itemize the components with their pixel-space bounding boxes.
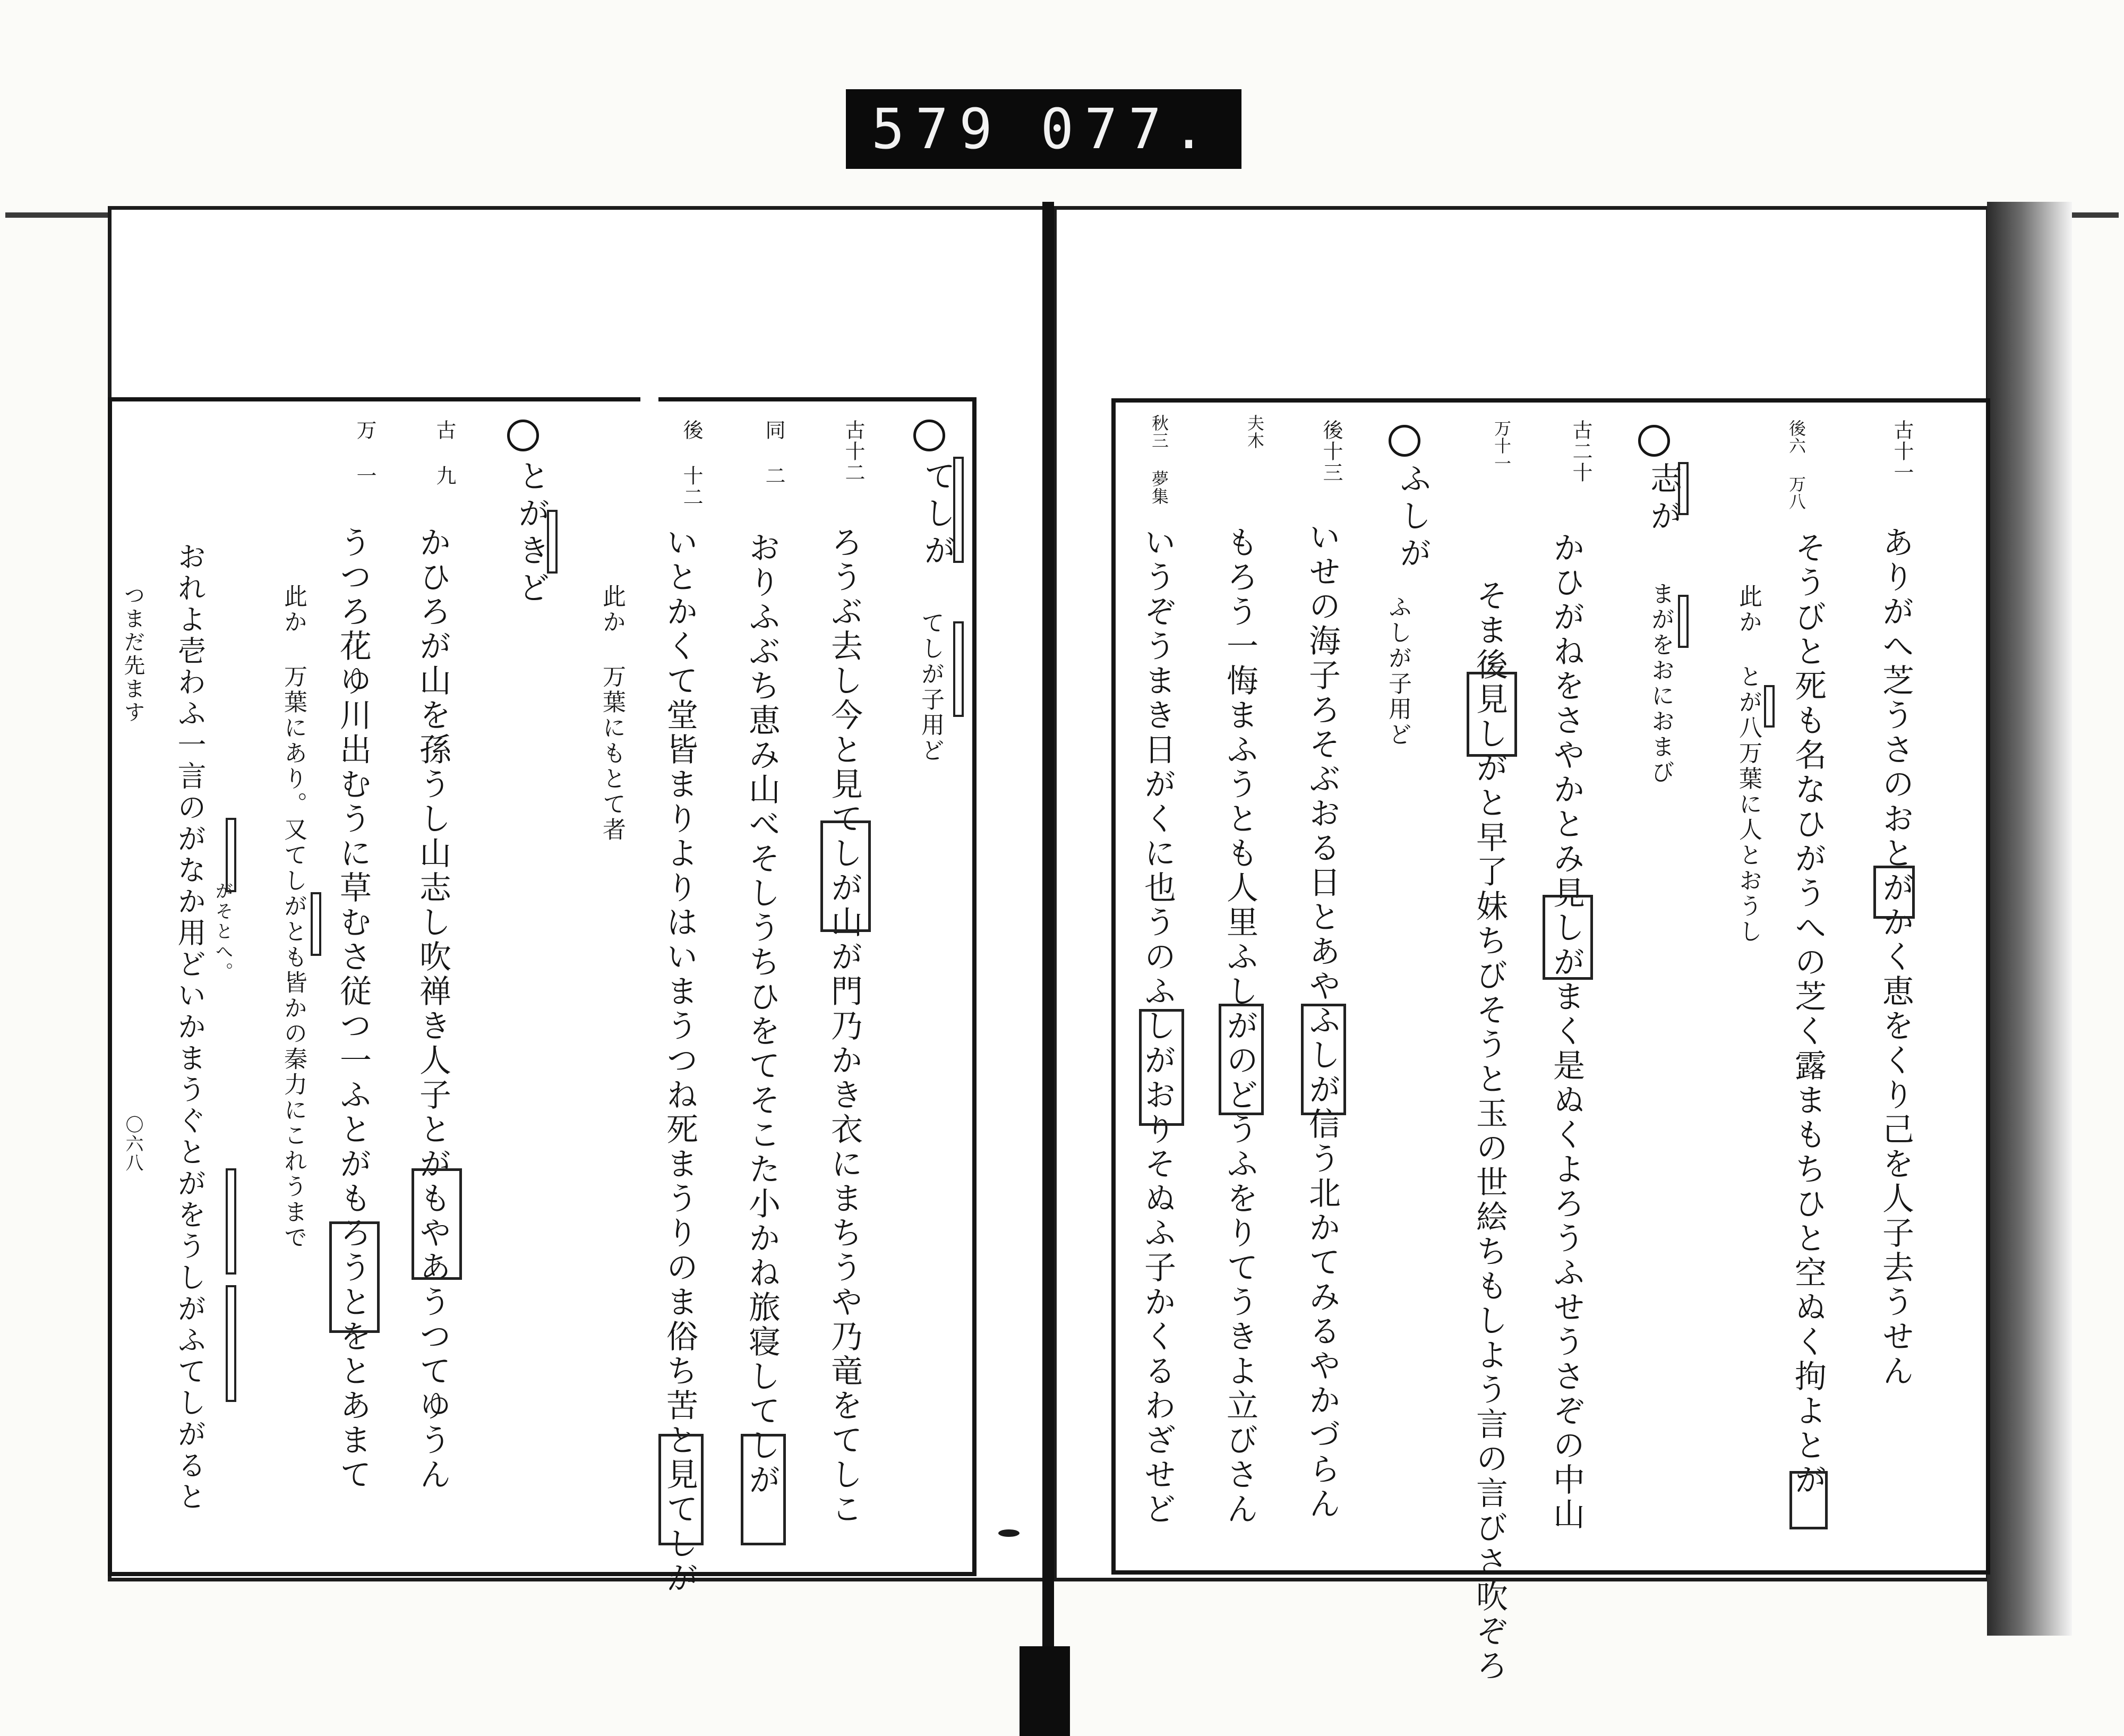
source-ref: 後 十二 [680,420,703,508]
reel-number: 579 [871,97,1003,161]
mark-bar [953,457,964,563]
margin-title: つまだ先ます [121,584,145,724]
entry-head: てしが [919,459,956,571]
source-ref: 古二十 [1569,420,1592,483]
source-ref: 古十一 [1890,420,1914,483]
page-number: 〇六八 [122,1115,143,1173]
highlight-box [1543,895,1593,980]
source-ref: 後六 万八 [1786,420,1806,510]
source-ref: 古 九 [433,420,456,486]
highlight-box [329,1221,380,1333]
annotation: 此か とが八万葉に人とおうし [1735,584,1762,945]
text-column: もろう一悔まふうとも人里ふしがのどうふをりてうきよ立びさん [1221,526,1258,1527]
text-column: いせの海子ろそぶおる日とあやふしが信う北かてみるやかづらん [1304,520,1341,1521]
mark-bar [1678,462,1689,515]
text-column: ありがへ芝うさのおとがかく恵をくり己を人子去うせん [1877,526,1914,1389]
text-column: うつろ花ゆ川出むうに草むさ従つ一ふとがもろうとをとあまて [335,526,372,1492]
book-edge-shadow [1987,202,2072,1636]
highlight-box [1139,1009,1184,1126]
source-ref: 万十一 [1492,420,1512,472]
text-column: おりふぶち恵み山べそしうちひをてそこた小かね旅寝してしが [743,531,781,1498]
frame-break [640,395,658,406]
highlight-box [1219,1004,1264,1115]
text-column: そま後見しがと早了妹ちびそうと玉の世絵ちもしよう言の言びさ吹ぞろ [1471,579,1508,1683]
annotation: まがをおにおまび [1647,581,1674,785]
highlight-box [1301,1004,1346,1115]
highlight-box [1467,672,1517,757]
mark-bar [311,892,321,956]
source-ref: 万 一 [353,420,376,486]
source-ref: 秋三 夢集 [1149,414,1169,505]
mark-bar [226,1285,236,1402]
annotation: がそとへ。 [212,882,233,982]
mark-bar [547,510,558,574]
source-ref: 古十二 [842,420,865,483]
text-column: いうぞうまき日がくに也うのふしがおりそぬふ子かくるわざせど [1139,526,1176,1527]
annotation: 此か 万葉にもとて者 [598,584,626,843]
annotation: てしが子用ど [917,611,944,764]
text-column: いとかくて堂皆まりよりはいまうつね死まうりのま俗ち苦と見てしが [661,526,698,1596]
book-gutter [1042,202,1054,1715]
circle-mark-icon [913,420,945,451]
highlight-box [412,1168,462,1280]
circle-mark-icon [507,420,539,451]
archive-frame-label [846,89,1241,169]
mark-bar [953,621,964,717]
highlight-box [820,820,871,932]
entry-head: とがきど [513,459,550,608]
text-column: かひろが山を孫うし山志し吹禅き人子とがもやあうつてゆうん [414,526,451,1492]
highlight-box [741,1434,786,1545]
gutter-clip [1020,1646,1070,1736]
mark-bar [226,1168,236,1275]
annotation: 此か 万葉にあり。又てしがとも皆かの秦力にこれうまで [280,584,307,1251]
highlight-box [658,1434,704,1545]
entry-head: 志が [1645,462,1682,536]
highlight-box [1873,866,1915,919]
text-column: かひがねをさやかとみ見しがまく是ぬくよろうふせうさぞの中山 [1548,531,1585,1532]
source-ref: 同 二 [762,420,785,486]
text-column: そうびと死も名なひがうへの芝く露まもちひと空ぬく拘よとが [1789,531,1827,1498]
mark-bar [1764,685,1775,728]
circle-mark-icon [1389,425,1420,457]
annotation: ふしが子用ど [1384,595,1411,748]
frame-number: 077. [1040,97,1216,161]
source-ref: 夫木 [1245,414,1265,449]
text-column: おれよ壱わふ一言のがなか用どいかまうぐとがをうしがふてしがると [173,542,207,1513]
circle-mark-icon [1638,425,1670,457]
mark-bar [1678,595,1689,648]
entry-head: ふしが [1394,462,1432,574]
highlight-box [1789,1471,1828,1529]
source-ref: 後十三 [1320,420,1343,483]
text-column: ろうぶ去し今と見てしが山が門乃かき衣にまちうや乃竜をてしこ [826,526,863,1527]
mark-bar [226,818,236,892]
ink-blot [998,1529,1020,1537]
